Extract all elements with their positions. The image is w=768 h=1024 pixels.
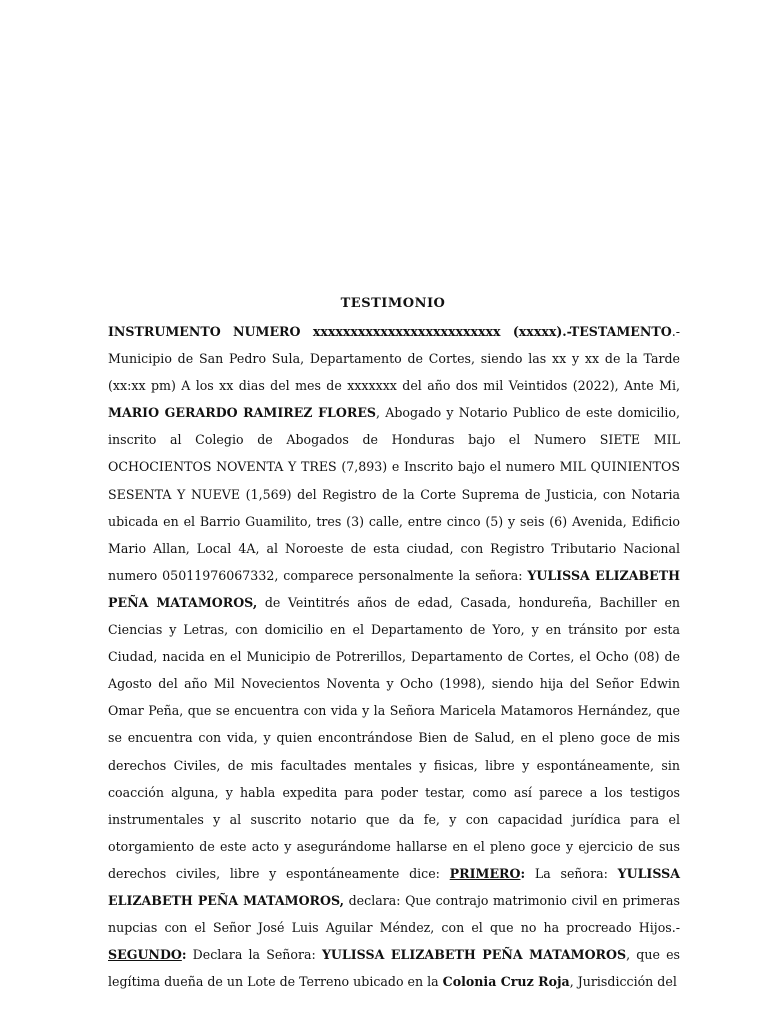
primero-name: YULISSA ELIZABETH PEÑA MATAMOROS, [108,865,681,908]
instrument-heading: INSTRUMENTO NUMERO xxxxxxxxxxxxxxxxxxxxxxxxx (xxxxx).-TESTAMENTO [108,324,672,339]
segundo-label: SEGUNDO [108,947,182,963]
segundo-text: Declara la Señora: [186,947,322,963]
primero-label: PRIMERO [449,865,521,881]
segundo-colon: : [181,947,187,963]
document-body [108,318,680,995]
testator-text: de Veintitrés años de edad, Casada, hondureña, Bachiller en Ciencias y Letras, con domicilio en el Departamento de Yoro, y en tránsito por esta Ciudad, nacida en el Municipio de Potrerillos, Departamento de Cortes, el Ocho (08) de Agosto del año Mil Novecientos Noventa y Ocho (1998), siendo hija del Señor Edwin Omar Peña, que se encuentra con vida y la Señora Maricela Matamoros Hernández, que se encuentra con vida, y quien encontrándose Bien de Salud, en el pleno goce de mis derechos Civiles, de mis facultades mentales y fisicas, libre y espontáneamente, sin coacción alguna, y habla expedita para poder testar, como así parece a los testigos instrumentales y al suscrito notario que da fe, y con capacidad jurídica para el otorgamiento de este acto y asegurándome hallarse en el pleno goce y ejercicio de sus derechos civiles, libre y espontáneamente dice: [108,594,681,881]
segundo-name: YULISSA ELIZABETH PEÑA MATAMOROS [321,947,627,963]
primero-text: La señora: [525,865,618,881]
notary-text: , Abogado y Notario Publico de este domicilio, inscrito al Colegio de Abogados de Honduras bajo el Numero SIETE MIL OCHOCIENTOS NOVENTA Y TRES (7,893) e Inscrito bajo el numero MIL QUINIENTOS SESENTA Y NUEVE (1,569) del Registro de la Corte Suprema de Justicia, con Notaria ubicada en el Barrio Guamilito, tres (3) calle, entre cinco (5) y seis (6) Avenida, Edificio Mario Allan, Local 4A, al Noroeste de esta ciudad, con Registro Tributario Nacional numero 05011976067332, comparece personalmente la señora: [108,405,680,583]
primero-heading [450,866,525,881]
colonia-tail: , Jurisdicción del [569,974,677,990]
primero-tail: declara: Que contrajo matrimonio civil en primeras nupcias con el Señor José Luis Aguilar Méndez, con el que no ha procreado Hijos.- [108,892,680,936]
colonia-name: Colonia Cruz Roja [442,974,570,990]
intro-text: .- Municipio de San Pedro Sula, Departamento de Cortes, siendo las xx y xx de la Tarde (xx:xx pm) A los xx dias del mes de xxxxxxx del año dos mil Veintidos (2022), Ante Mi, [108,324,680,394]
segundo-tail: , que es legítima dueña de un Lote de Terreno ubicado en la [108,947,680,990]
document-title: TESTIMONIO [340,296,446,311]
body-paragraph [108,318,680,995]
primero-colon: : [520,865,526,881]
testator-name: YULISSA ELIZABETH PEÑA MATAMOROS, [108,567,680,610]
notary-name: MARIO GERARDO RAMIREZ FLORES [108,405,377,421]
segundo-heading [108,947,187,962]
